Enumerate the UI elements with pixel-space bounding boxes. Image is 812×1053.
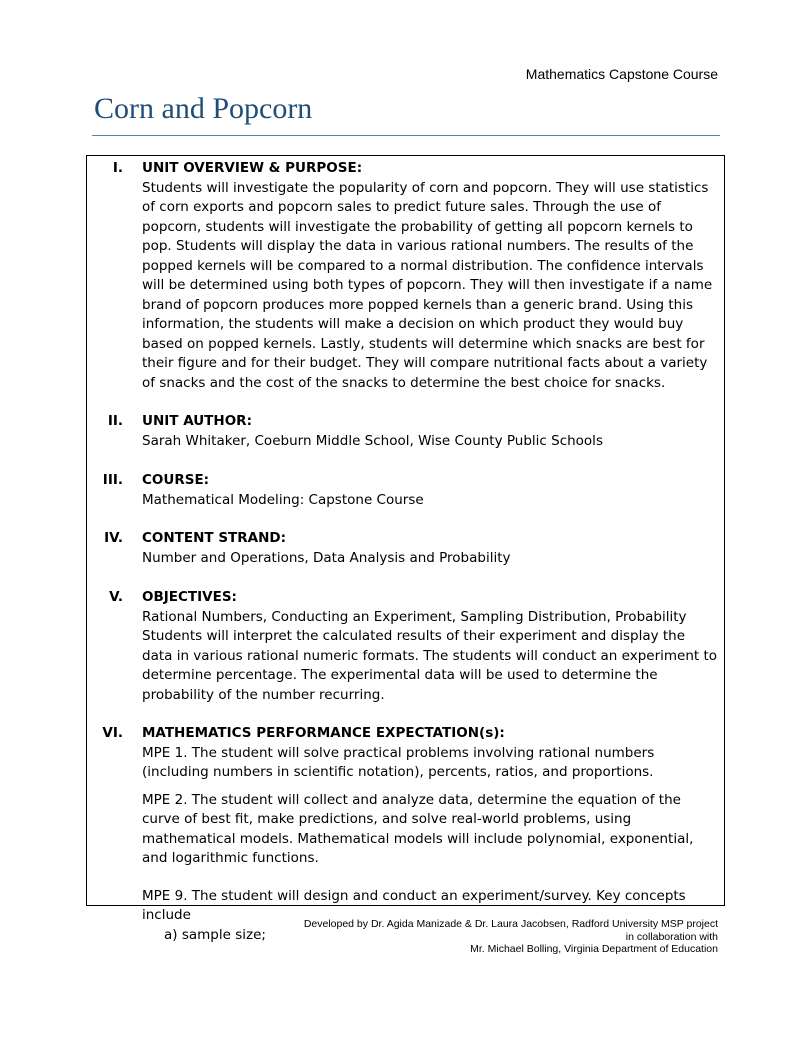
section-text: Students will investigate the popularity of corn and popcorn. They will use statistics of corn exports and popcorn sales to predict future sales. Through the use of popcorn, students will investigate the probability of getting all popcorn kernels to pop. Students will display the data in various rational numbers. The results of the popped kernels will be compared to a normal distribution. The confidence intervals will be determined using both types of popcorn. They will then investigate if a name brand of popcorn produces more popped kernels than a generic brand. Using this information, the students will make a decision on which product they would buy based on popped kernels. Lastly, students will determine which snacks are best for their figure and for their budget. They will compare nutritional facts about a variety of snacks and the cost of the snacks to determine the best choice for snacks. — [142, 179, 713, 391]
footer-line: Developed by Dr. Agida Manizade & Dr. Laura Jacobsen, Radford University MSP project — [303, 918, 718, 930]
page-title: Corn and Popcorn — [94, 92, 313, 125]
section-text: Number and Operations, Data Analysis and Probability — [142, 549, 511, 566]
title-divider — [92, 135, 720, 136]
section-numeral: IV. — [104, 530, 123, 546]
mpe-1: MPE 1. The student will solve practical problems involving rational numbers (including numbers in scientific notation), percents, ratios, and proportions. — [142, 744, 655, 780]
objectives-topics: Rational Numbers, Conducting an Experiment, Sampling Distribution, Probability — [142, 608, 687, 625]
section-numeral: II. — [107, 413, 123, 429]
section-heading: UNIT OVERVIEW & PURPOSE: — [142, 160, 363, 176]
page-footer — [304, 918, 718, 956]
mpe-2: MPE 2. The student will collect and analyze data, determine the equation of the curve of best fit, make predictions, and solve real-world problems, using mathematical models. Mathematical models will include polynomial, exponential, and logarithmic functions. — [142, 791, 694, 866]
mpe-9: MPE 9. The student will design and conduct an experiment/survey. Key concepts include — [142, 887, 686, 923]
section-text: Mathematical Modeling: Capstone Course — [142, 491, 424, 508]
running-header: Mathematics Capstone Course — [525, 66, 718, 82]
section-heading: UNIT AUTHOR: — [142, 413, 252, 429]
section-text: Students will interpret the calculated results of their experiment and display the data in various rational numeric formats. The students will conduct an experiment to determine percentage. The experimental data will be used to determine the probability of the number recurring. — [142, 628, 718, 703]
section-numeral: VI. — [102, 725, 123, 741]
mpe-9-item-a: a) sample size; — [164, 926, 266, 943]
section-heading: CONTENT STRAND: — [142, 530, 286, 546]
section-text: Sarah Whitaker, Coeburn Middle School, Wise County Public Schools — [142, 432, 603, 449]
section-numeral: V. — [109, 589, 123, 605]
section-heading: OBJECTIVES: — [142, 589, 237, 605]
section-numeral: I. — [112, 160, 123, 176]
section-numeral: III. — [102, 472, 123, 488]
footer-line: Mr. Michael Bolling, Virginia Department of Education — [470, 943, 718, 955]
section-heading: COURSE: — [142, 472, 210, 488]
footer-line: in collaboration with — [625, 930, 718, 943]
section-heading: MATHEMATICS PERFORMANCE EXPECTATION(s): — [142, 725, 505, 741]
